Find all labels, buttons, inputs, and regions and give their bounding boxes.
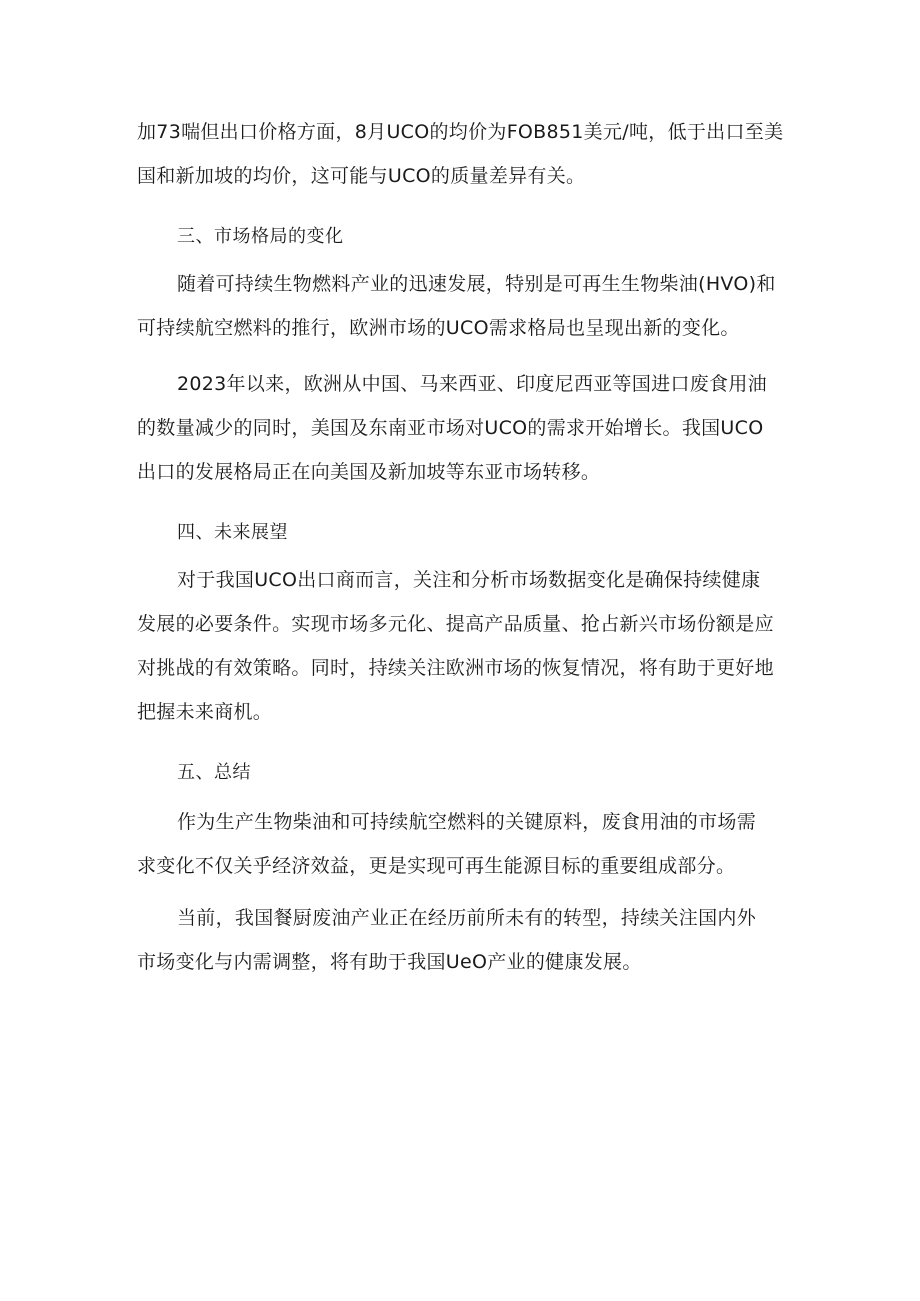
section-3-p2-line-2: 的数量减少的同时，美国及东南亚市场对UCO的需求开始增长。我国UCO (137, 417, 764, 439)
intro-line-1: 加73喘但出口价格方面，8月UCO的均价为FOB851美元/吨，低于出口至美 (137, 121, 784, 143)
section-5-p1-line-2: 求变化不仅关乎经济效益，更是实现可再生能源目标的重要组成部分。 (137, 855, 736, 877)
section-4-p1-line-2: 发展的必要条件。实现市场多元化、提高产品质量、抢占新兴市场份额是应 (137, 613, 774, 635)
intro-paragraph (137, 110, 787, 198)
section-5-paragraph-2 (137, 896, 787, 984)
section-4-p1-line-4: 把握未来商机。 (137, 701, 273, 723)
section-3-p2-line-1: 2023年以来，欧洲从中国、马来西亚、印度尼西亚等国进口废食用油 (177, 373, 767, 395)
section-4-heading: 四、未来展望 (177, 522, 288, 543)
section-4-paragraph-1 (137, 558, 787, 734)
section-5-p2-line-1: 当前，我国餐厨废油产业正在经历前所未有的转型，持续关注国内外 (177, 907, 757, 929)
section-3-paragraph-2 (137, 362, 787, 494)
section-3-p1-line-2: 可持续航空燃料的推行，欧洲市场的UCO需求格局也呈现出新的变化。 (137, 317, 740, 339)
section-5-heading: 五、总结 (177, 762, 251, 783)
intro-line-2: 国和新加坡的均价，这可能与UCO的质量差异有关。 (137, 165, 586, 187)
section-4-p1-line-1: 对于我国UCO出口商而言，关注和分析市场数据变化是确保持续健康 (177, 569, 761, 591)
section-3-p1-line-1: 随着可持续生物燃料产业的迅速发展，特别是可再生生物柴油(HVO)和 (177, 273, 776, 295)
section-3-heading: 三、市场格局的变化 (177, 226, 344, 247)
section-5-paragraph-1 (137, 800, 787, 888)
section-5-p2-line-2: 市场变化与内需调整，将有助于我国UeO产业的健康发展。 (137, 951, 642, 973)
section-4-p1-line-3: 对挑战的有效策略。同时，持续关注欧洲市场的恢复情况，将有助于更好地 (137, 657, 774, 679)
section-3-p2-line-3: 出口的发展格局正在向美国及新加坡等东亚市场转移。 (137, 461, 601, 483)
section-5-p1-line-1: 作为生产生物柴油和可持续航空燃料的关键原料，废食用油的市场需 (177, 811, 757, 833)
section-3-paragraph-1 (137, 262, 787, 350)
